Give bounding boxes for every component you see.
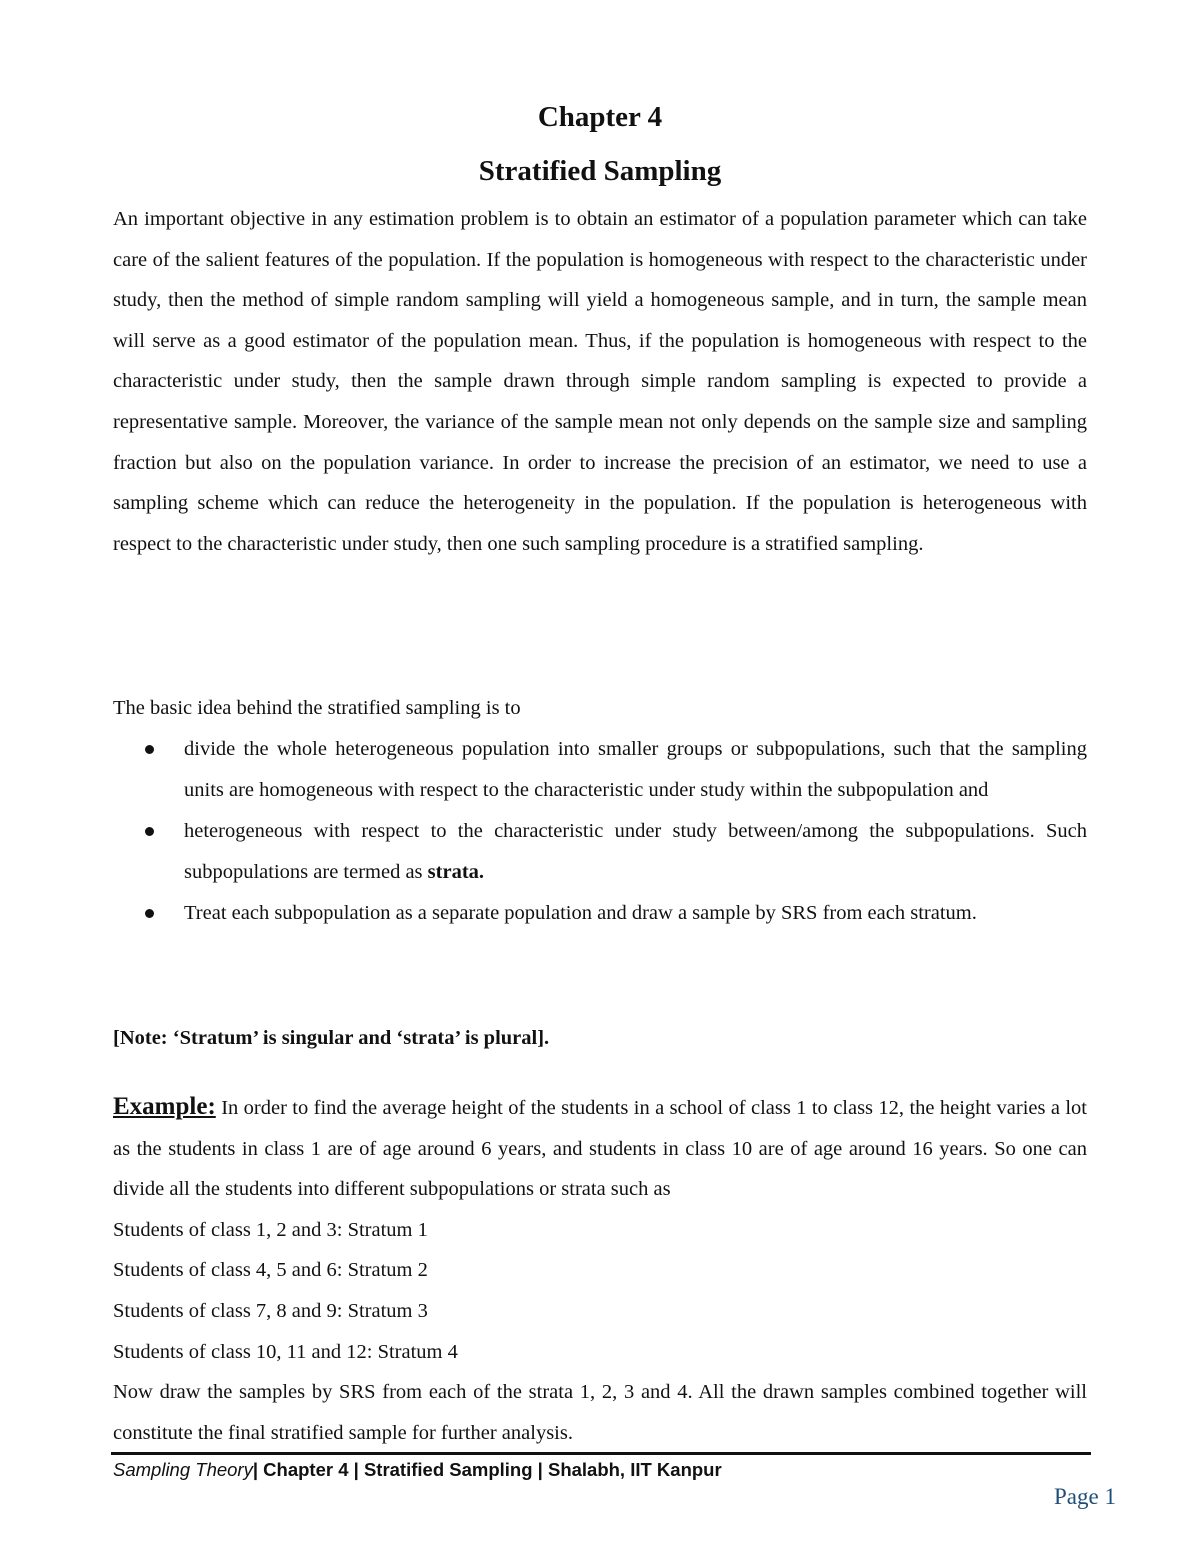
bullet-item-treat	[113, 893, 1087, 934]
note-text: [Note: ‘Stratum’ is singular and ‘strata’ is plural].	[113, 1027, 550, 1049]
section-heading: Stratified Sampling	[478, 155, 722, 187]
example-section	[113, 1087, 1087, 1453]
bullet-item-divide	[113, 729, 1087, 811]
stratum-line: Students of class 10, 11 and 12: Stratum 4	[113, 1340, 458, 1363]
footer-details: | Chapter 4 | Stratified Sampling | Shalabh, IIT Kanpur	[252, 1459, 722, 1480]
intro-paragraph: An important objective in any estimation problem is to obtain an estimator of a population parameter which can take care of the salient features of the population. If the population is homogeneous with respect to the characteristic under study, then the method of simple random sampling will yield a homogeneous sample, and in turn, the sample mean will serve as a good estimator of the population mean. Thus, if the population is homogeneous with respect to the characteristic under study, then the sample drawn through simple random sampling is expected to provide a representative sample. Moreover, the variance of the sample mean not only depends on the sample size and sampling fraction but also on the population variance. In order to increase the precision of an estimator, we need to use a sampling scheme which can reduce the heterogeneity in the population. If the population is heterogeneous with respect to the characteristic under study, then one such sampling procedure is a stratified sampling.	[113, 208, 1087, 555]
strata-term: strata.	[427, 861, 485, 883]
bullet-list	[113, 729, 1087, 934]
example-paragraph	[113, 1087, 1087, 1210]
footer-book-title: Sampling Theory	[113, 1459, 253, 1480]
bullet-item-text: divide the whole heterogeneous population into smaller groups or subpopulations, such that the sampling units are homogeneous with respect to the characteristic under study within the subpopulation and	[184, 738, 1087, 801]
example-conclusion: Now draw the samples by SRS from each of the strata 1, 2, 3 and 4. All the drawn samples combined together will constitute the final stratified sample for further analysis.	[113, 1381, 1087, 1444]
page-footer	[113, 1456, 722, 1484]
example-label: Example:	[113, 1093, 216, 1120]
stratum-line: Students of class 4, 5 and 6: Stratum 2	[113, 1259, 428, 1282]
footer-divider	[111, 1452, 1091, 1455]
stratum-line: Students of class 1, 2 and 3: Stratum 1	[113, 1218, 428, 1241]
basic-idea-intro: The basic idea behind the stratified sampling is to	[113, 697, 521, 719]
bullet-item-text: Treat each subpopulation as a separate population and draw a sample by SRS from each stratum.	[184, 902, 977, 924]
chapter-heading: Chapter 4	[537, 101, 663, 133]
page-number: Page 1	[1054, 1484, 1116, 1509]
bullet-item-text: heterogeneous with respect to the characteristic under study between/among the subpopulations. Such subpopulations are termed as	[184, 820, 1087, 883]
example-text: In order to find the average height of the students in a school of class 1 to class 12, the height varies a lot as the students in class 1 are of age around 6 years, and students in class 10 are of age around 16 years. So one can divide all the students into different subpopulations or strata such as	[113, 1097, 1088, 1201]
stratum-line: Students of class 7, 8 and 9: Stratum 3	[113, 1299, 428, 1322]
bullet-item-heterogeneous	[113, 811, 1087, 893]
